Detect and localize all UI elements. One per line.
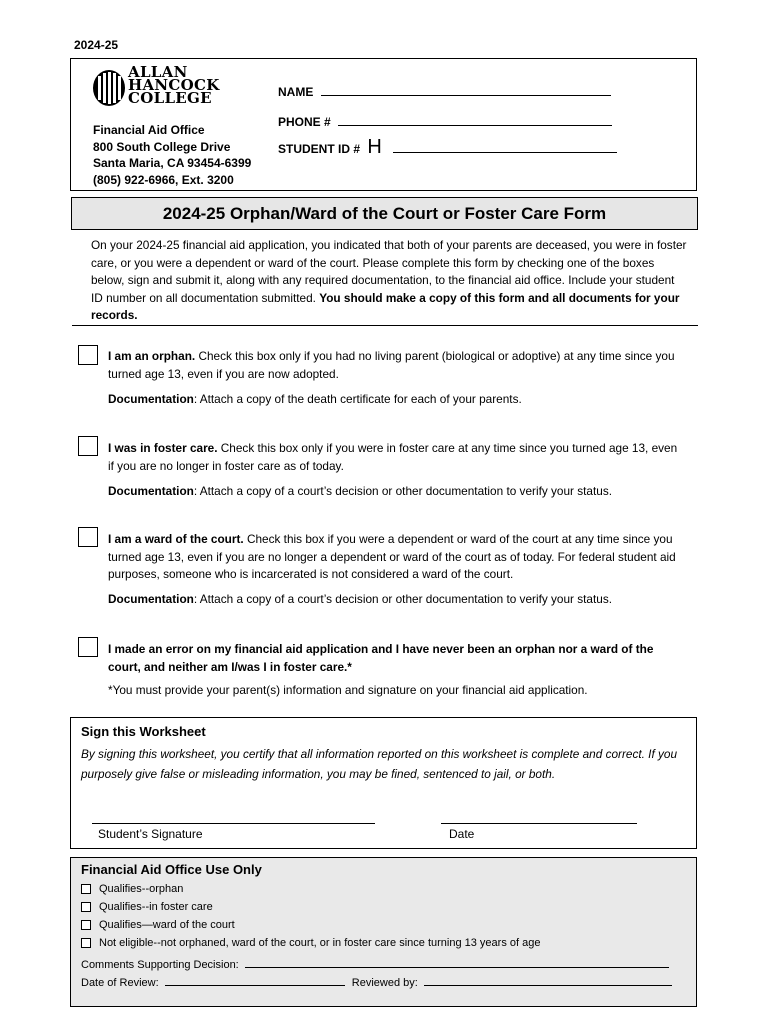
phone-input-line[interactable] xyxy=(338,113,612,126)
ward-of-court-checkbox[interactable] xyxy=(78,527,98,547)
error-option-bold: I made an error on my financial aid application and I have never been an orphan nor a ward of the court, and neither am I/was I in foster care.* xyxy=(108,642,654,674)
office-item-label: Qualifies—ward of the court xyxy=(99,919,235,931)
student-id-field[interactable] xyxy=(278,136,617,159)
comments-input-line[interactable] xyxy=(245,957,669,968)
reviewed-by-input-line[interactable] xyxy=(424,975,672,986)
reviewed-by-label: Reviewed by: xyxy=(351,977,418,989)
checkbox-icon[interactable] xyxy=(81,884,91,894)
ward-option-bold: I am a ward of the court. xyxy=(108,532,244,546)
orphan-documentation xyxy=(108,392,683,406)
logo-line-2: HANCOCK xyxy=(128,76,220,94)
student-id-input-line[interactable] xyxy=(393,140,617,153)
signature-line[interactable] xyxy=(92,823,375,824)
office-item-ward[interactable] xyxy=(81,919,235,931)
date-review-label: Date of Review: xyxy=(81,977,159,989)
sign-title: Sign this Worksheet xyxy=(81,724,206,739)
checkbox-icon[interactable] xyxy=(81,902,91,912)
office-phone: (805) 922-6966, Ext. 3200 xyxy=(93,172,234,187)
name-field[interactable] xyxy=(278,83,611,99)
foster-documentation xyxy=(108,484,683,498)
ward-option-desc: Check this box if you were a dependent or ward of the court at any time since you turned age 13, even if you are no longer a dependent or ward of the court as of today. For federal student aid purposes, someone who is incarcerated is not considered a ward of the court. xyxy=(108,532,676,581)
doc-label: Documentation xyxy=(108,592,194,606)
orphan-option-desc: Check this box only if you had no living parent (biological or adoptive) at any time since you turned age 13, even if you are now adopted. xyxy=(108,349,675,381)
intro-text: On your 2024-25 financial aid application, you indicated that both of your parents are deceased, you were in foster care, or you were a dependent or ward of the court. Please complete this form by checking one of the boxes below, sign and submit it, along with any required documentation, to the financial aid office. Include your student ID number on all documentation submitted. xyxy=(91,238,687,305)
doc-label: Documentation xyxy=(108,392,194,406)
office-name: Financial Aid Office xyxy=(93,123,205,137)
comments-label: Comments Supporting Decision: xyxy=(81,959,239,971)
doc-text: : Attach a copy of the death certificate for each of your parents. xyxy=(193,392,522,406)
office-item-label: Not eligible--not orphaned, ward of the court, or in foster care since turning 13 years of age xyxy=(99,937,541,949)
date-review-input-line[interactable] xyxy=(165,975,345,986)
doc-text: : Attach a copy of a court’s decision or other documentation to verify your status. xyxy=(193,484,612,498)
phone-field[interactable] xyxy=(278,113,612,129)
error-option-text xyxy=(108,641,683,676)
divider xyxy=(72,325,698,326)
logo-wordmark xyxy=(128,63,220,107)
error-checkbox[interactable] xyxy=(78,637,98,657)
checkbox-icon[interactable] xyxy=(81,938,91,948)
phone-label: PHONE # xyxy=(278,115,331,129)
year-label: 2024-25 xyxy=(74,38,119,52)
intro-bold: You should make a copy of this form and all documents for your records. xyxy=(91,290,680,322)
review-field[interactable] xyxy=(81,975,672,989)
student-id-label: STUDENT ID # xyxy=(278,142,361,156)
logo-line-3: COLLEGE xyxy=(128,89,212,107)
office-item-foster[interactable] xyxy=(81,901,213,913)
office-city: Santa Maria, CA 93454-6399 xyxy=(93,156,252,170)
office-street: 800 South College Drive xyxy=(93,139,231,154)
office-item-label: Qualifies--orphan xyxy=(99,883,184,895)
logo-line-1: ALLAN xyxy=(128,63,188,81)
college-emblem-icon xyxy=(92,68,126,108)
student-id-prefix: H xyxy=(367,136,382,158)
office-item-label: Qualifies--in foster care xyxy=(99,901,213,913)
foster-care-checkbox[interactable] xyxy=(78,436,98,456)
comments-field[interactable] xyxy=(81,957,669,971)
ward-option-text xyxy=(108,531,683,584)
sign-certification-text: By signing this worksheet, you certify that all information reported on this worksheet is complete and correct. If you purposely give false or misleading information, you may be fined, sentenced to jail, or both. xyxy=(81,747,678,781)
orphan-option-bold: I am an orphan. xyxy=(108,349,196,363)
office-use-title: Financial Aid Office Use Only xyxy=(81,862,262,877)
foster-option-desc: Check this box only if you were in foster care at any time since you turned age 13, even if you are no longer in foster care as of today. xyxy=(108,441,678,473)
office-item-not-eligible[interactable] xyxy=(81,937,540,949)
orphan-option-text xyxy=(108,348,683,383)
ward-documentation xyxy=(108,592,683,606)
doc-text: : Attach a copy of a court’s decision or other documentation to verify your status. xyxy=(193,592,612,606)
foster-option-text xyxy=(108,440,683,475)
date-label: Date xyxy=(449,827,475,841)
name-label: NAME xyxy=(278,85,314,99)
checkbox-icon[interactable] xyxy=(81,920,91,930)
signature-label: Student’s Signature xyxy=(98,827,203,841)
intro-paragraph xyxy=(91,237,687,325)
date-line[interactable] xyxy=(441,823,637,824)
error-option-note: *You must provide your parent(s) information and signature on your financial aid application. xyxy=(108,683,588,697)
office-item-orphan[interactable] xyxy=(81,883,183,895)
orphan-checkbox[interactable] xyxy=(78,345,98,365)
doc-label: Documentation xyxy=(108,484,194,498)
form-title: 2024-25 Orphan/Ward of the Court or Foster Care Form xyxy=(71,197,698,230)
college-logo xyxy=(92,63,232,110)
name-input-line[interactable] xyxy=(321,83,611,96)
foster-option-bold: I was in foster care. xyxy=(108,441,218,455)
office-address xyxy=(93,122,251,188)
